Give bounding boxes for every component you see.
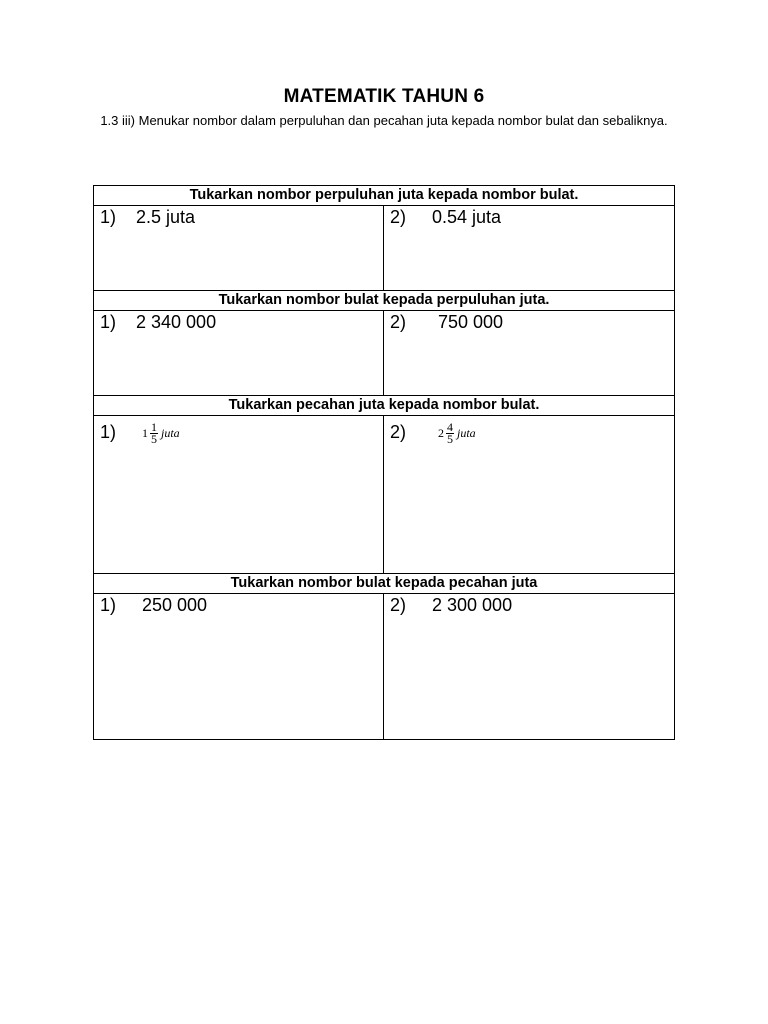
fraction-numerator: 1 bbox=[151, 420, 157, 434]
fraction bbox=[150, 422, 158, 445]
fraction-denominator: 5 bbox=[447, 432, 453, 446]
fraction-whole: 1 bbox=[142, 426, 148, 440]
section-header-whole-to-fraction: Tukarkan nombor bulat kepada pecahan juta bbox=[94, 574, 674, 594]
question-cell bbox=[94, 594, 384, 739]
mixed-fraction bbox=[438, 422, 476, 445]
question-row bbox=[94, 416, 674, 574]
fraction bbox=[446, 422, 454, 445]
question-number: 2) bbox=[390, 207, 407, 227]
fraction-unit: juta bbox=[457, 426, 476, 440]
question-row bbox=[94, 311, 674, 396]
section-header-decimal-to-whole: Tukarkan nombor perpuluhan juta kepada nombor bulat. bbox=[94, 186, 674, 206]
question-cell bbox=[384, 206, 674, 290]
fraction-denominator: 5 bbox=[151, 432, 157, 446]
question-value: 250 000 bbox=[142, 595, 208, 615]
question-cell bbox=[94, 311, 384, 395]
fraction-unit: juta bbox=[161, 426, 180, 440]
question-value: 750 000 bbox=[438, 312, 504, 332]
worksheet-table bbox=[93, 185, 675, 740]
question-cell bbox=[384, 594, 674, 739]
question-cell bbox=[94, 416, 384, 573]
question-value: 2 340 000 bbox=[136, 312, 217, 332]
question-number: 1) bbox=[100, 312, 117, 332]
question-number: 1) bbox=[100, 422, 117, 442]
question-number: 1) bbox=[100, 207, 117, 227]
fraction-numerator: 4 bbox=[447, 420, 453, 434]
fraction-whole: 2 bbox=[438, 426, 444, 440]
question-row bbox=[94, 206, 674, 291]
question-value: 2 300 000 bbox=[432, 595, 513, 615]
page-title: MATEMATIK TAHUN 6 bbox=[283, 86, 485, 107]
question-cell bbox=[384, 311, 674, 395]
question-number: 2) bbox=[390, 422, 407, 442]
question-value: 2.5 juta bbox=[136, 207, 196, 227]
question-cell bbox=[384, 416, 674, 573]
section-header-whole-to-decimal: Tukarkan nombor bulat kepada perpuluhan juta. bbox=[94, 291, 674, 311]
question-number: 1) bbox=[100, 595, 117, 615]
mixed-fraction bbox=[142, 422, 180, 445]
question-row bbox=[94, 594, 674, 739]
page-subtitle: 1.3 iii) Menukar nombor dalam perpuluhan dan pecahan juta kepada nombor bulat dan sebaliknya. bbox=[100, 113, 668, 128]
question-number: 2) bbox=[390, 595, 407, 615]
question-value: 0.54 juta bbox=[432, 207, 502, 227]
section-header-fraction-to-whole: Tukarkan pecahan juta kepada nombor bulat. bbox=[94, 396, 674, 416]
question-number: 2) bbox=[390, 312, 407, 332]
question-cell bbox=[94, 206, 384, 290]
